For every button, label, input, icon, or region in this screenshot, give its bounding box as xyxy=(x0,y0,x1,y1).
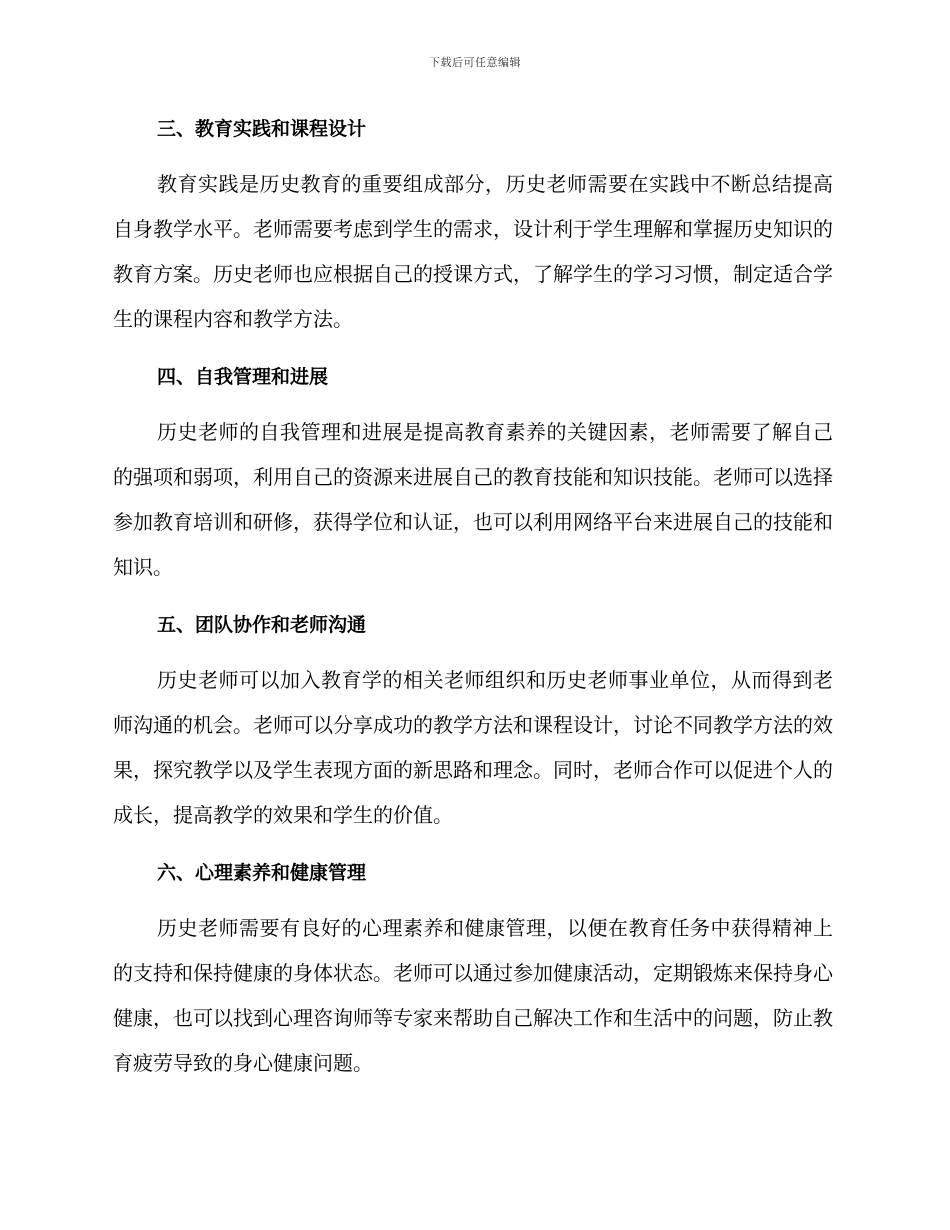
section-heading: 四、自我管理和进展 xyxy=(157,366,329,388)
section-team-collaboration xyxy=(113,608,833,838)
section-heading: 五、团队协作和老师沟通 xyxy=(157,614,367,636)
section-mental-health xyxy=(113,856,833,1086)
section-self-management xyxy=(113,360,833,590)
section-paragraph: 教育实践是历史教育的重要组成部分，历史老师需要在实践中不断总结提高自身教学水平。老师需要考虑到学生的需求，设计利于学生理解和掌握历史知识的教育方案。历史老师也应根据自己的授课方式，了解学生的学习习惯，制定适合学生的课程内容和教学方法。 xyxy=(113,172,833,331)
section-paragraph: 历史老师需要有良好的心理素养和健康管理，以便在教育任务中获得精神上的支持和保持健康的身体状态。老师可以通过参加健康活动，定期锻炼来保持身心健康，也可以找到心理咨询师等专家来帮助自己解决工作和生活中的问题，防止教育疲劳导致的身心健康问题。 xyxy=(113,916,833,1075)
section-paragraph: 历史老师可以加入教育学的相关老师组织和历史老师事业单位，从而得到老师沟通的机会。老师可以分享成功的教学方法和课程设计，讨论不同教学方法的效果，探究教学以及学生表现方面的新思路和理念。同时，老师合作可以促进个人的成长，提高教学的效果和学生的价值。 xyxy=(113,668,833,827)
page-header-note: 下载后可任意编辑 xyxy=(429,56,521,69)
section-heading: 三、教育实践和课程设计 xyxy=(157,118,367,140)
section-paragraph: 历史老师的自我管理和进展是提高教育素养的关键因素，老师需要了解自己的强项和弱项，利用自己的资源来进展自己的教育技能和知识技能。老师可以选择参加教育培训和研修，获得学位和认证，也可以利用网络平台来进展自己的技能和知识。 xyxy=(113,420,833,579)
document-body xyxy=(113,112,833,1104)
section-education-practice xyxy=(113,112,833,342)
section-heading: 六、心理素养和健康管理 xyxy=(157,862,367,884)
